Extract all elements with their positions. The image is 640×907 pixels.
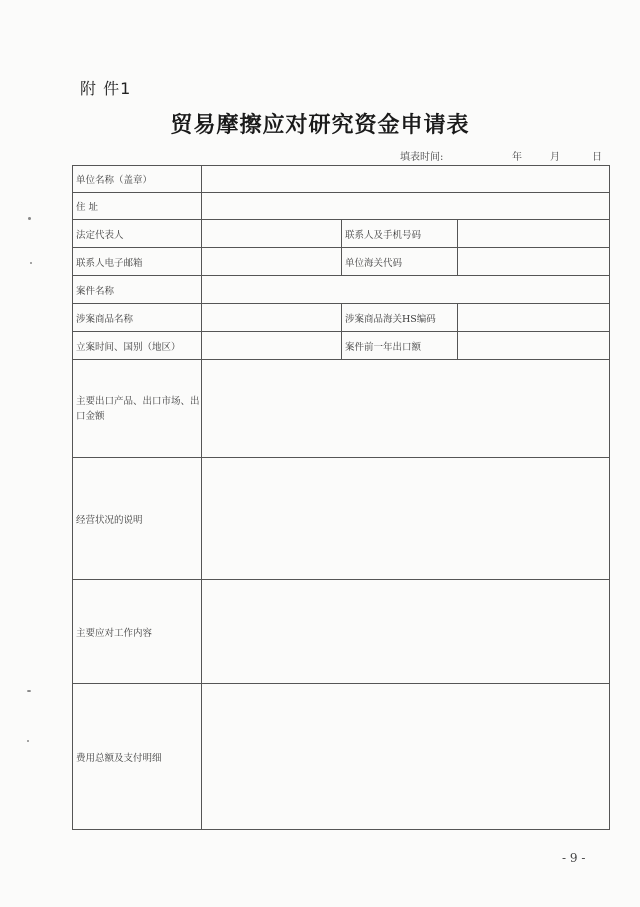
- case-time-country-label: 立案时间、国别（地区）: [73, 332, 202, 360]
- table-row: [73, 276, 610, 304]
- hs-code-label: 涉案商品海关HS编码: [342, 304, 458, 332]
- table-row: [73, 220, 610, 248]
- main-exports-field[interactable]: [202, 360, 610, 458]
- expense-detail-label: 费用总额及支付明细: [73, 684, 202, 830]
- application-form-table: [72, 165, 610, 830]
- main-exports-label: 主要出口产品、出口市场、出口金额: [73, 360, 202, 458]
- address-label: 住 址: [73, 193, 202, 220]
- business-status-field[interactable]: [202, 458, 610, 580]
- unit-name-field[interactable]: [202, 166, 610, 193]
- table-row: [73, 332, 610, 360]
- contact-phone-field[interactable]: [458, 220, 610, 248]
- fill-date-label: 填表时间:: [400, 152, 444, 163]
- unit-name-label: 单位名称（盖章）: [73, 166, 202, 193]
- customs-code-label: 单位海关代码: [342, 248, 458, 276]
- business-status-label: 经营状况的说明: [73, 458, 202, 580]
- scan-speck: [30, 262, 32, 264]
- table-row: [73, 304, 610, 332]
- scan-speck: [27, 740, 29, 742]
- day-label: 日: [592, 152, 602, 163]
- table-row: [73, 684, 610, 830]
- address-field[interactable]: [202, 193, 610, 220]
- case-name-label: 案件名称: [73, 276, 202, 304]
- fill-date-row: [400, 148, 610, 164]
- table-row: [73, 193, 610, 220]
- year-label: 年: [512, 152, 522, 163]
- scan-speck: [27, 690, 31, 692]
- month-label: 月: [550, 152, 560, 163]
- export-prev-year-label: 案件前一年出口额: [342, 332, 458, 360]
- expense-detail-field[interactable]: [202, 684, 610, 830]
- contact-email-label: 联系人电子邮箱: [73, 248, 202, 276]
- export-prev-year-field[interactable]: [458, 332, 610, 360]
- main-work-label: 主要应对工作内容: [73, 580, 202, 684]
- table-row: [73, 166, 610, 193]
- table-row: [73, 580, 610, 684]
- page-title: 贸易摩擦应对研究资金申请表: [170, 112, 470, 138]
- case-time-country-field[interactable]: [202, 332, 342, 360]
- contact-phone-label: 联系人及手机号码: [342, 220, 458, 248]
- customs-code-field[interactable]: [458, 248, 610, 276]
- legal-rep-field[interactable]: [202, 220, 342, 248]
- case-name-field[interactable]: [202, 276, 610, 304]
- contact-email-field[interactable]: [202, 248, 342, 276]
- hs-code-field[interactable]: [458, 304, 610, 332]
- product-name-label: 涉案商品名称: [73, 304, 202, 332]
- table-row: [73, 458, 610, 580]
- table-row: [73, 360, 610, 458]
- attachment-label: 附 件1: [80, 79, 132, 98]
- table-row: [73, 248, 610, 276]
- page-number: - 9 -: [562, 851, 586, 865]
- scan-speck: [28, 217, 31, 220]
- product-name-field[interactable]: [202, 304, 342, 332]
- main-work-field[interactable]: [202, 580, 610, 684]
- legal-rep-label: 法定代表人: [73, 220, 202, 248]
